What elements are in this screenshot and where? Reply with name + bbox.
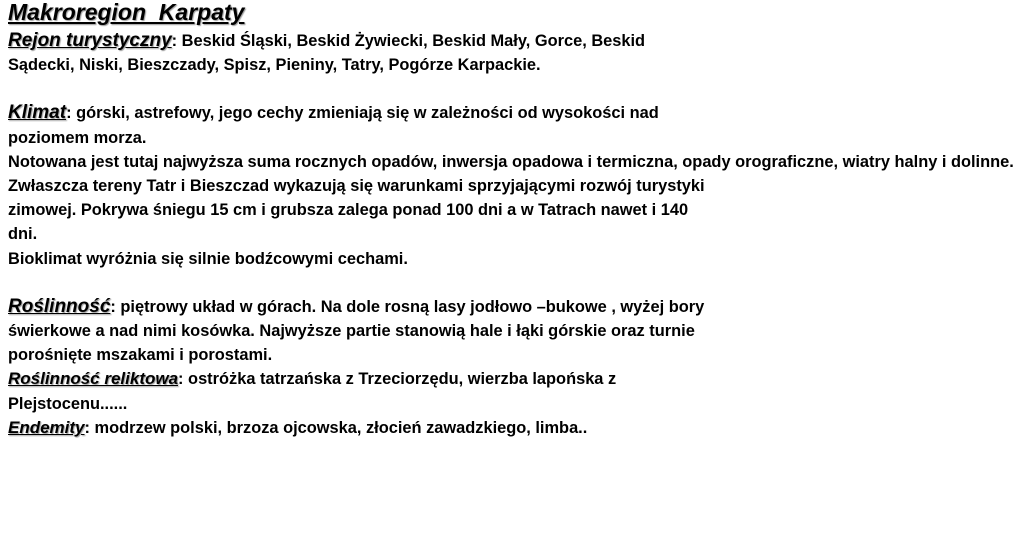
spacer [8, 271, 716, 295]
klimat-paragraph-2 [8, 150, 1014, 174]
section-roslinnosc [8, 295, 716, 368]
endemity-text: : modrzew polski, brzoza ojcowska, złocień zawadzkiego, limba.. [84, 418, 588, 437]
rejon-text: : Beskid Śląski, Beskid Żywiecki, Beskid Mały, Gorce, Beskid Sądecki, Niski, Bieszczady, Spisz, Pieniny, Tatry, Pogórze Karpackie. [8, 32, 646, 75]
section-klimat [8, 101, 716, 149]
klimat-paragraph-4: Bioklimat wyróżnia się silnie bodźcowymi cechami. [8, 249, 408, 268]
klimat-para2-text: Notowana jest tutaj najwyższa suma rocznych opadów, inwersja opadowa i termiczna, opady orograficzne, wiatry halny i dolinne. [8, 152, 1014, 171]
reliktowa-heading: Roślinność reliktowa [8, 369, 179, 389]
reliktowa-text: : ostróżka tatrzańska z Trzeciorzędu, wierzba lapońska z Plejstocenu...... [8, 370, 617, 413]
slide-body [8, 29, 1014, 440]
section-rejon [8, 29, 716, 77]
klimat-text: : górski, astrefowy, jego cechy zmieniają się w zależności od wysokości nad poziomem morza. [8, 104, 659, 147]
roslinnosc-heading: Roślinność [8, 295, 111, 317]
klimat-paragraph-3: Zwłaszcza tereny Tatr i Bieszczad wykazują się warunkami sprzyjającymi rozwój turystyki zimowej. Pokrywa śniegu 15 cm i grubsza zalega ponad 100 dni a w Tatrach nawet i 140 dni. [8, 177, 705, 244]
section-endemity [8, 416, 716, 440]
slide-title: Makroregion Karpaty [8, 0, 245, 25]
section-reliktowa [8, 367, 716, 415]
endemity-heading: Endemity [8, 417, 85, 437]
spacer [8, 77, 716, 101]
rejon-heading: Rejon turystyczny [8, 30, 172, 51]
roslinnosc-text: : piętrowy układ w górach. Na dole rosną lasy jodłowo –bukowe , wyżej bory świerkowe a nad nimi kosówka. Najwyższe partie stanowią hale i łąki górskie oraz turnie porośnięte mszakami i porostami. [8, 297, 705, 365]
klimat-heading: Klimat [8, 102, 67, 124]
